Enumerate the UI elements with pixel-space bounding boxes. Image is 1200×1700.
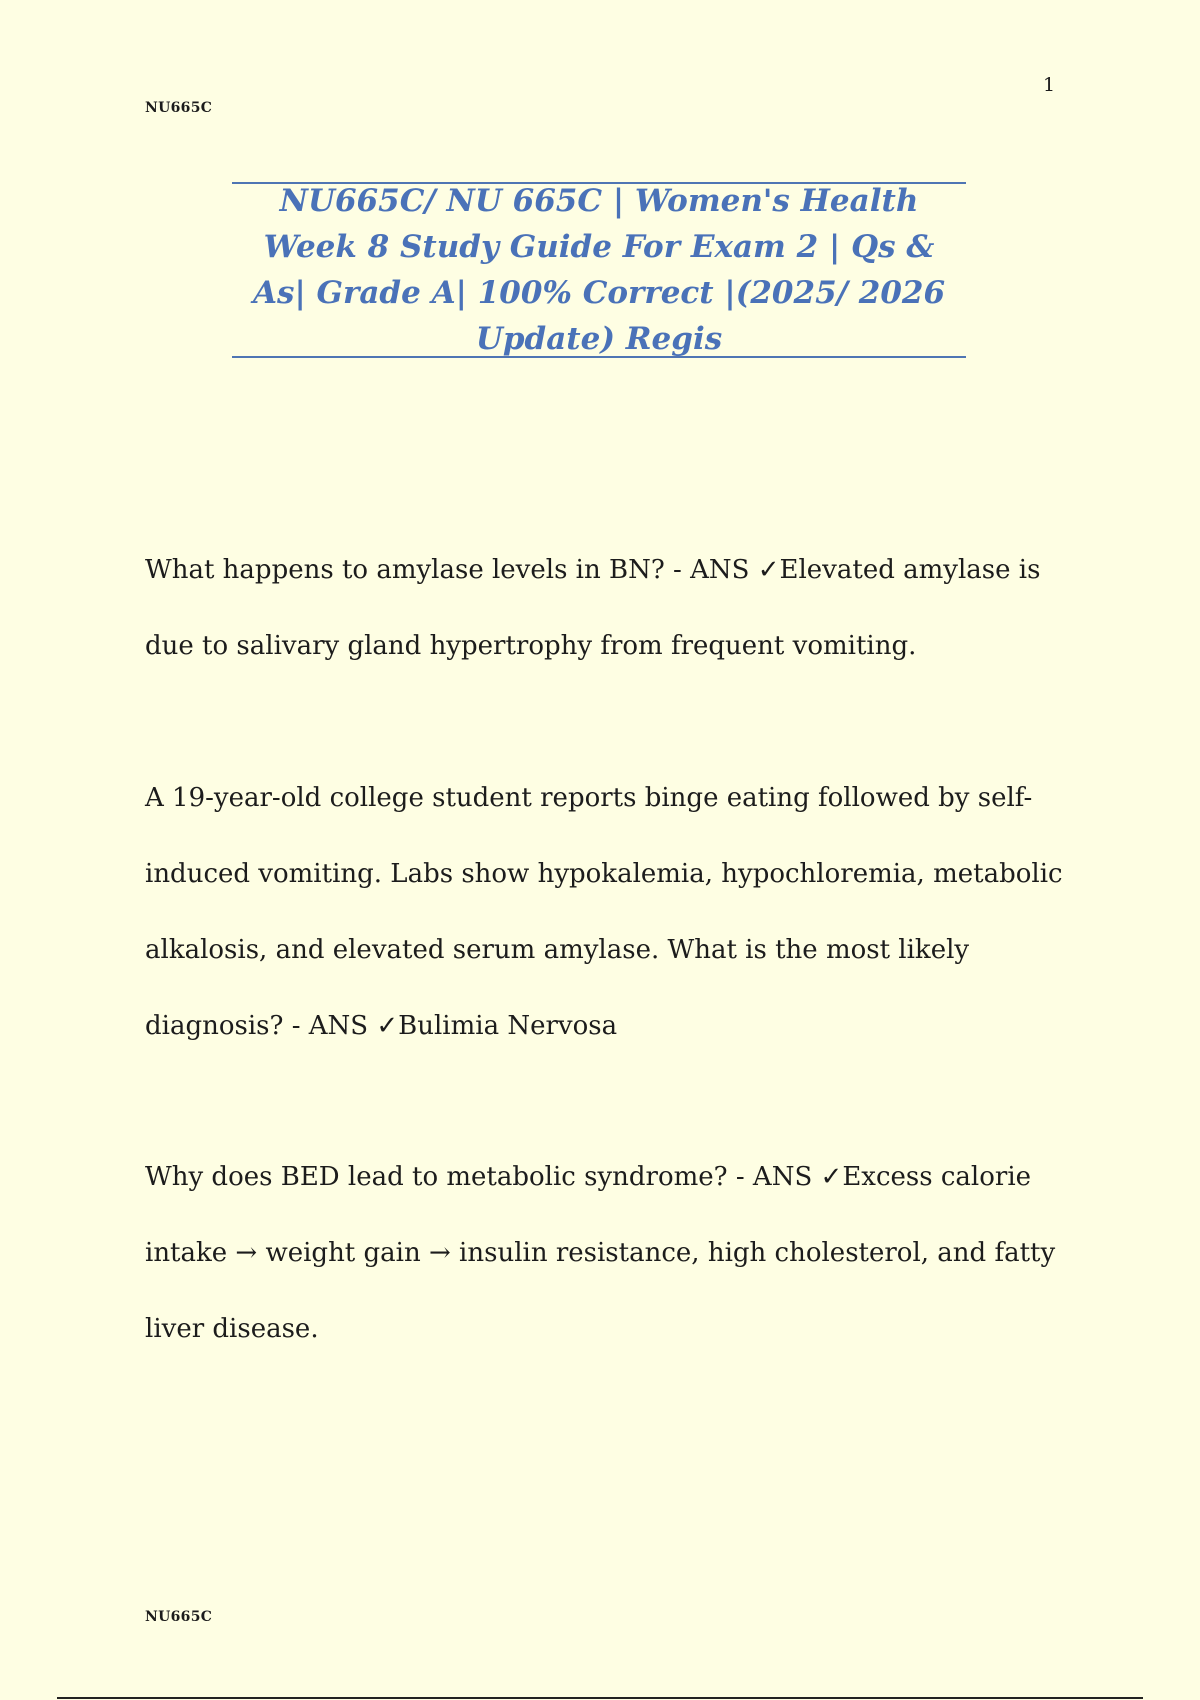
footer-course-code: NU665C xyxy=(145,1609,213,1625)
document-title: NU665C/ NU 665C | Women's Health Week 8 Study Guide For Exam 2 | Qs & As| Grade A| 100% Correct |(2025/ 2026 Update) Regis xyxy=(252,183,946,357)
qa-item: What happens to amylase levels in BN? - ANS ✓Elevated amylase is due to salivary gland hypertrophy from frequent vomiting. xyxy=(145,555,1041,661)
page-bottom-rule xyxy=(57,1697,1143,1699)
qa-item: A 19-year-old college student reports binge eating followed by self-induced vomiting. Labs show hypokalemia, hypochloremia, metabolic alkalosis, and elevated serum amylase. What is the most likely diagnosis? - ANS ✓Bulimia Nervosa xyxy=(145,783,1063,1041)
page-number: 1 xyxy=(1043,74,1056,96)
title-block xyxy=(232,182,966,358)
header-course-code: NU665C xyxy=(145,100,213,116)
qa-item: Why does BED lead to metabolic syndrome? - ANS ✓Excess calorie intake → weight gain → insulin resistance, high cholesterol, and fatty liver disease. xyxy=(145,1162,1056,1344)
